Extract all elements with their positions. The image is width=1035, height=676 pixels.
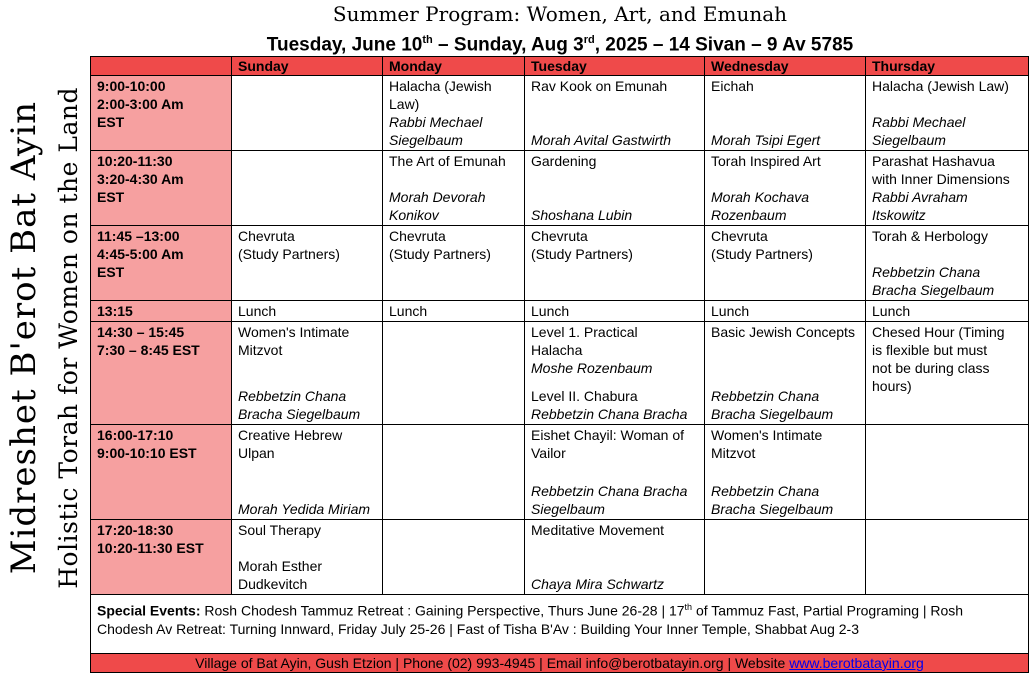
teacher-name: Rebbetzin Chana Bracha Siegelbaum [711, 483, 834, 517]
schedule-cell [232, 520, 383, 595]
time-slot: 10:20-11:30 3:20-4:30 Am EST [91, 151, 232, 226]
table-row [91, 76, 1029, 151]
schedule-cell [383, 301, 525, 322]
header-corner [91, 57, 232, 76]
schedule-cell [383, 322, 525, 425]
schedule-cell [866, 301, 1029, 322]
schedule-cell [383, 151, 525, 226]
teacher-name: Moshe Rozenbaum [531, 360, 653, 376]
schedule-cell [705, 301, 866, 322]
schedule-cell [866, 151, 1029, 226]
class-title: Lunch [711, 303, 750, 319]
teacher-name: Morah Yedida Miriam [238, 501, 371, 517]
header-row [91, 57, 1029, 76]
special-events: Special Events: Rosh Chodesh Tammuz Retreat : Gaining Perspective, Thurs June 26-28 | 17th of Tammuz Fast, Partial Programing | Rosh Chodesh Av Retreat: Turning Innward, Friday July 25-26 | Fast of Tisha B'Av : Building Your Inner Temple, Shabbat Aug 2-3 [91, 595, 1029, 654]
schedule-cell [866, 520, 1029, 595]
class-title: Chesed Hour (Timing is flexible but must not be during class hours) [872, 324, 1005, 394]
schedule-cell [525, 301, 705, 322]
time-slot: 11:45 –13:00 4:45-5:00 Am EST [91, 226, 232, 301]
class-title: Basic Jewish Concepts [711, 324, 855, 340]
schedule-cell [383, 520, 525, 595]
schedule-cell [232, 151, 383, 226]
teacher-name: Rabbi Mechael Siegelbaum [872, 114, 966, 148]
header-day: Monday [383, 57, 525, 76]
class-title: Women's Intimate Mitzvot [711, 427, 823, 461]
teacher-name: Rebbetzin Chana Bracha Siegelbaum [711, 388, 834, 422]
time-slot: 13:15 [91, 301, 232, 322]
teacher-name: Rabbi Avraham Itskowitz [872, 189, 968, 223]
table-row [91, 520, 1029, 595]
schedule-cell [383, 76, 525, 151]
class-title: Halacha (Jewish Law) [389, 78, 492, 112]
class-title: Creative Hebrew Ulpan [238, 427, 343, 461]
table-row [91, 151, 1029, 226]
class-title: Meditative Movement [531, 522, 665, 538]
schedule-cell [705, 520, 866, 595]
schedule-cell [232, 425, 383, 520]
schedule-cell [232, 322, 383, 425]
class-title: Torah & Herbology [872, 228, 988, 244]
teacher-name: Morah Kochava Rozenbaum [711, 189, 810, 223]
website-link[interactable]: www.berotbatayin.org [789, 655, 924, 671]
table-row [91, 301, 1029, 322]
schedule-cell [525, 76, 705, 151]
class-title: Eishet Chayil: Woman of Vailor [531, 427, 685, 461]
teacher-name: Shoshana Lubin [531, 207, 633, 223]
footer: Village of Bat Ayin, Gush Etzion | Phone (02) 993-4945 | Email info@berotbatayin.org | Website www.berotbatayin.org [91, 654, 1029, 673]
class-title: Lunch [531, 303, 570, 319]
class-title: Chevruta (Study Partners) [711, 228, 813, 262]
schedule-cell [705, 425, 866, 520]
schedule-cell [525, 322, 705, 425]
schedule-cell [705, 322, 866, 425]
teacher-name: Morah Devorah Konikov [389, 189, 486, 223]
time-slot: 14:30 – 15:45 7:30 – 8:45 EST [91, 322, 232, 425]
teacher-name: Morah Tsipi Egert [711, 132, 821, 148]
class-title: Women's Intimate Mitzvot [238, 324, 350, 358]
class-title: Parashat Hashavua with Inner Dimensions [872, 153, 1010, 187]
header-day: Tuesday [525, 57, 705, 76]
page-title: Summer Program: Women, Art, and Emunah [332, 2, 788, 26]
schedule-cell [383, 425, 525, 520]
class-title: Rav Kook on Emunah [531, 78, 668, 94]
teacher-name: Chaya Mira Schwartz [531, 576, 665, 592]
schedule-cell [705, 76, 866, 151]
class-title: Lunch [238, 303, 277, 319]
class-title: Lunch [389, 303, 428, 319]
class-title: Lunch [872, 303, 911, 319]
teacher-name: Rebbetzin Chana Bracha Siegelbaum [531, 483, 688, 517]
class-title: Level 1. Practical Halacha [531, 324, 638, 358]
schedule-cell [525, 520, 705, 595]
date-range: Tuesday, June 10th – Sunday, Aug 3rd, 2025 – 14 Sivan – 9 Av 5785 [266, 34, 854, 56]
schedule-table [90, 56, 1029, 673]
teacher-name: Rabbi Mechael Siegelbaum [389, 114, 483, 148]
class-title: Gardening [531, 153, 597, 169]
class-title: Chevruta (Study Partners) [238, 228, 340, 262]
teacher-name: Morah Avital Gastwirth [531, 132, 672, 148]
header-day: Wednesday [705, 57, 866, 76]
table-row [91, 425, 1029, 520]
teacher-name: Rebbetzin Chana Bracha Siegelbaum [238, 388, 361, 422]
schedule-cell [232, 301, 383, 322]
time-slot: 9:00-10:00 2:00-3:00 Am EST [91, 76, 232, 151]
table-row [91, 226, 1029, 301]
schedule-cell [866, 226, 1029, 301]
schedule-cell [525, 151, 705, 226]
teacher-name: Rebbetzin Chana Bracha Siegelbaum [872, 264, 995, 298]
class-title: Chevruta (Study Partners) [531, 228, 633, 262]
side-subtitle: Holistic Torah for Women on the Land [53, 87, 83, 589]
schedule-cell [705, 151, 866, 226]
header-day: Sunday [232, 57, 383, 76]
class-title: Torah Inspired Art [711, 153, 821, 169]
class-title: The Art of Emunah [389, 153, 506, 169]
class-title: Eichah [711, 78, 754, 94]
schedule-cell [383, 226, 525, 301]
class-title: Soul Therapy [238, 522, 322, 538]
table-row [91, 322, 1029, 425]
time-slot: 17:20-18:30 10:20-11:30 EST [91, 520, 232, 595]
side-title: Midreshet B'erot Bat Ayin [4, 101, 44, 575]
schedule-cell [232, 76, 383, 151]
schedule-cell [866, 76, 1029, 151]
class-title: Level II. Chabura [531, 388, 638, 404]
schedule-cell [525, 226, 705, 301]
schedule-cell [866, 425, 1029, 520]
header-day: Thursday [866, 57, 1029, 76]
class-title: Halacha (Jewish Law) [872, 78, 1009, 94]
schedule-cell [705, 226, 866, 301]
schedule-cell [866, 322, 1029, 425]
teacher-name: Rebbetzin Chana Bracha [531, 406, 688, 422]
schedule-cell [232, 226, 383, 301]
schedule-cell [525, 425, 705, 520]
teacher-name: Morah Esther Dudkevitch [238, 558, 323, 592]
time-slot: 16:00-17:10 9:00-10:10 EST [91, 425, 232, 520]
class-title: Chevruta (Study Partners) [389, 228, 491, 262]
